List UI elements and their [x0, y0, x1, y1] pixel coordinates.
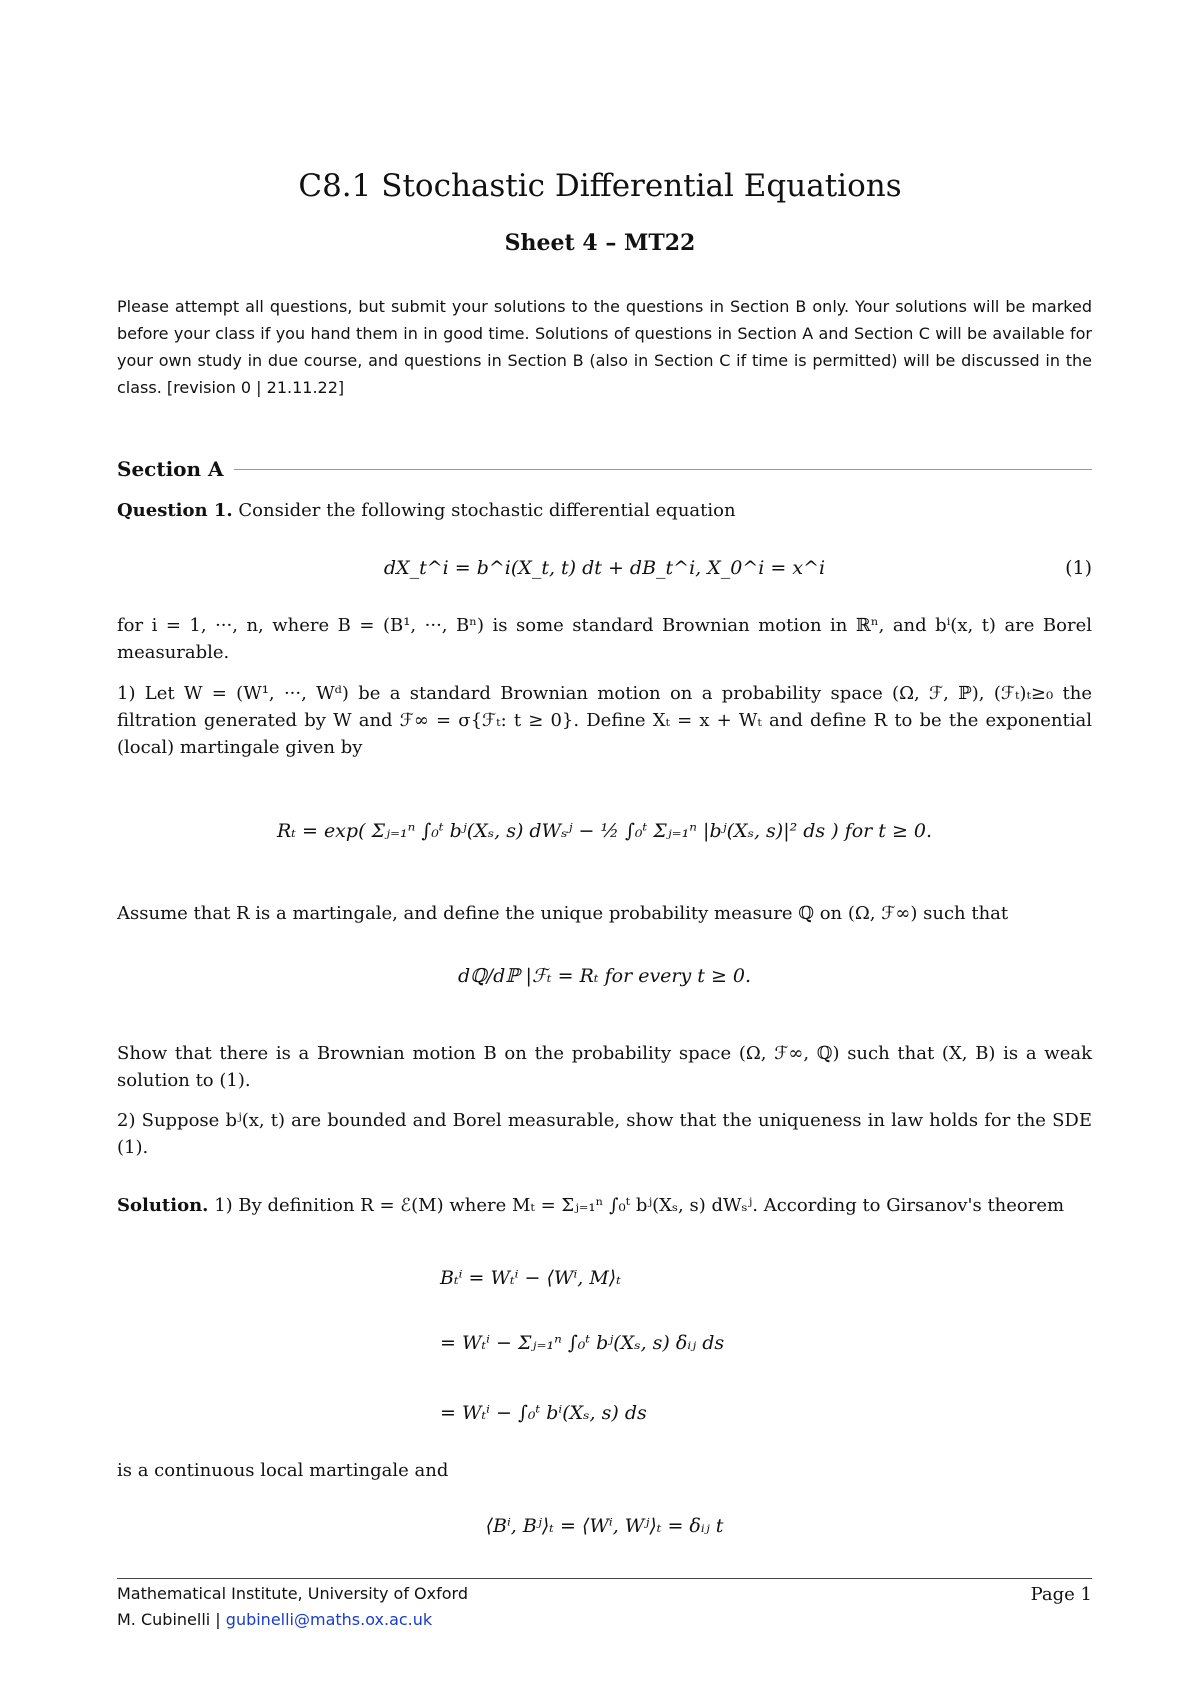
- solution-after: is a continuous local martingale and: [117, 1460, 449, 1481]
- solution-text: 1) By definition R = ℰ(M) where Mₜ = Σⱼ₌₁ⁿ ∫₀ᵗ bʲ(Xₛ, s) dWₛʲ. According to Girsanov's theorem: [214, 1195, 1065, 1216]
- section-a-heading: [117, 455, 1092, 483]
- document-title: C8.1 Stochastic Differential Equations: [298, 168, 902, 204]
- equation-Q: dℚ/dℙ |ℱₜ = Rₜ for every t ≥ 0.: [457, 965, 752, 987]
- solution-line-3: = Wₜⁱ − ∫₀ᵗ bⁱ(Xₛ, s) ds: [440, 1402, 647, 1424]
- equation-1: dX_t^i = b^i(X_t, t) dt + dB_t^i, X_0^i = x^i: [383, 557, 826, 579]
- footer-author-name: M. Cubinelli |: [117, 1610, 221, 1629]
- sheet-subtitle: Sheet 4 – MT22: [504, 230, 696, 256]
- solution-line-2: = Wₜⁱ − Σⱼ₌₁ⁿ ∫₀ᵗ bʲ(Xₛ, s) δᵢⱼ ds: [440, 1332, 725, 1354]
- footer-email-link[interactable]: gubinelli@maths.ox.ac.uk: [225, 1610, 433, 1629]
- equation-1-number: (1): [1065, 557, 1092, 579]
- section-a-label: Section A: [117, 457, 224, 481]
- question-1-continuation: for i = 1, ···, n, where B = (B¹, ···, Bⁿ) is some standard Brownian motion in ℝⁿ, and bⁱ(x, t) are Borel measurable.: [117, 615, 1092, 663]
- part-2-text: 2) Suppose bʲ(x, t) are bounded and Borel measurable, show that the uniqueness in law holds for the SDE (1).: [117, 1110, 1092, 1158]
- question-1: [117, 497, 1092, 524]
- solution-intro: [117, 1192, 1092, 1219]
- footer-institute: Mathematical Institute, University of Oxford: [117, 1584, 468, 1603]
- show-text: Show that there is a Brownian motion B on the probability space (Ω, ℱ∞, ℚ) such that (X, B) is a weak solution to (1).: [117, 1043, 1093, 1091]
- equation-R: Rₜ = exp( Σⱼ₌₁ⁿ ∫₀ᵗ bʲ(Xₛ, s) dWₛʲ − ½ ∫₀ᵗ Σⱼ₌₁ⁿ |bʲ(Xₛ, s)|² ds ) for t ≥ 0.: [276, 820, 933, 842]
- footer-author: [117, 1610, 432, 1629]
- equation-bracket: ⟨Bⁱ, Bʲ⟩ₜ = ⟨Wⁱ, Wʲ⟩ₜ = δᵢⱼ t: [485, 1515, 724, 1537]
- part-1-text: 1) Let W = (W¹, ···, Wᵈ) be a standard Brownian motion on a probability space (Ω, ℱ, ℙ), (ℱₜ)ₜ≥₀ the filtration generated by W and ℱ∞ = σ{ℱₜ: t ≥ 0}. Define Xₜ = x + Wₜ and define R to be the exponential (local) martingale given by: [117, 683, 1092, 758]
- intro-paragraph: Please attempt all questions, but submit your solutions to the questions in Section B only. Your solutions will be marked before your class if you hand them in in good time. Solutions of questions in Section A and Section C will be available for your own study in due course, and questions in Section B (also in Section C if time is permitted) will be discussed in the class. [revision 0 | 21.11.22]: [117, 297, 1092, 397]
- footer-page-number: Page 1: [1030, 1584, 1092, 1605]
- question-1-label: Question 1.: [117, 500, 233, 521]
- section-rule: [234, 469, 1092, 470]
- solution-label: Solution.: [117, 1195, 209, 1216]
- solution-line-1: Bₜⁱ = Wₜⁱ − ⟨Wⁱ, M⟩ₜ: [440, 1267, 621, 1289]
- question-1-text: Consider the following stochastic differential equation: [238, 500, 736, 521]
- assume-text: Assume that R is a martingale, and define the unique probability measure ℚ on (Ω, ℱ∞) such that: [117, 903, 1009, 924]
- footer-rule: [117, 1578, 1092, 1579]
